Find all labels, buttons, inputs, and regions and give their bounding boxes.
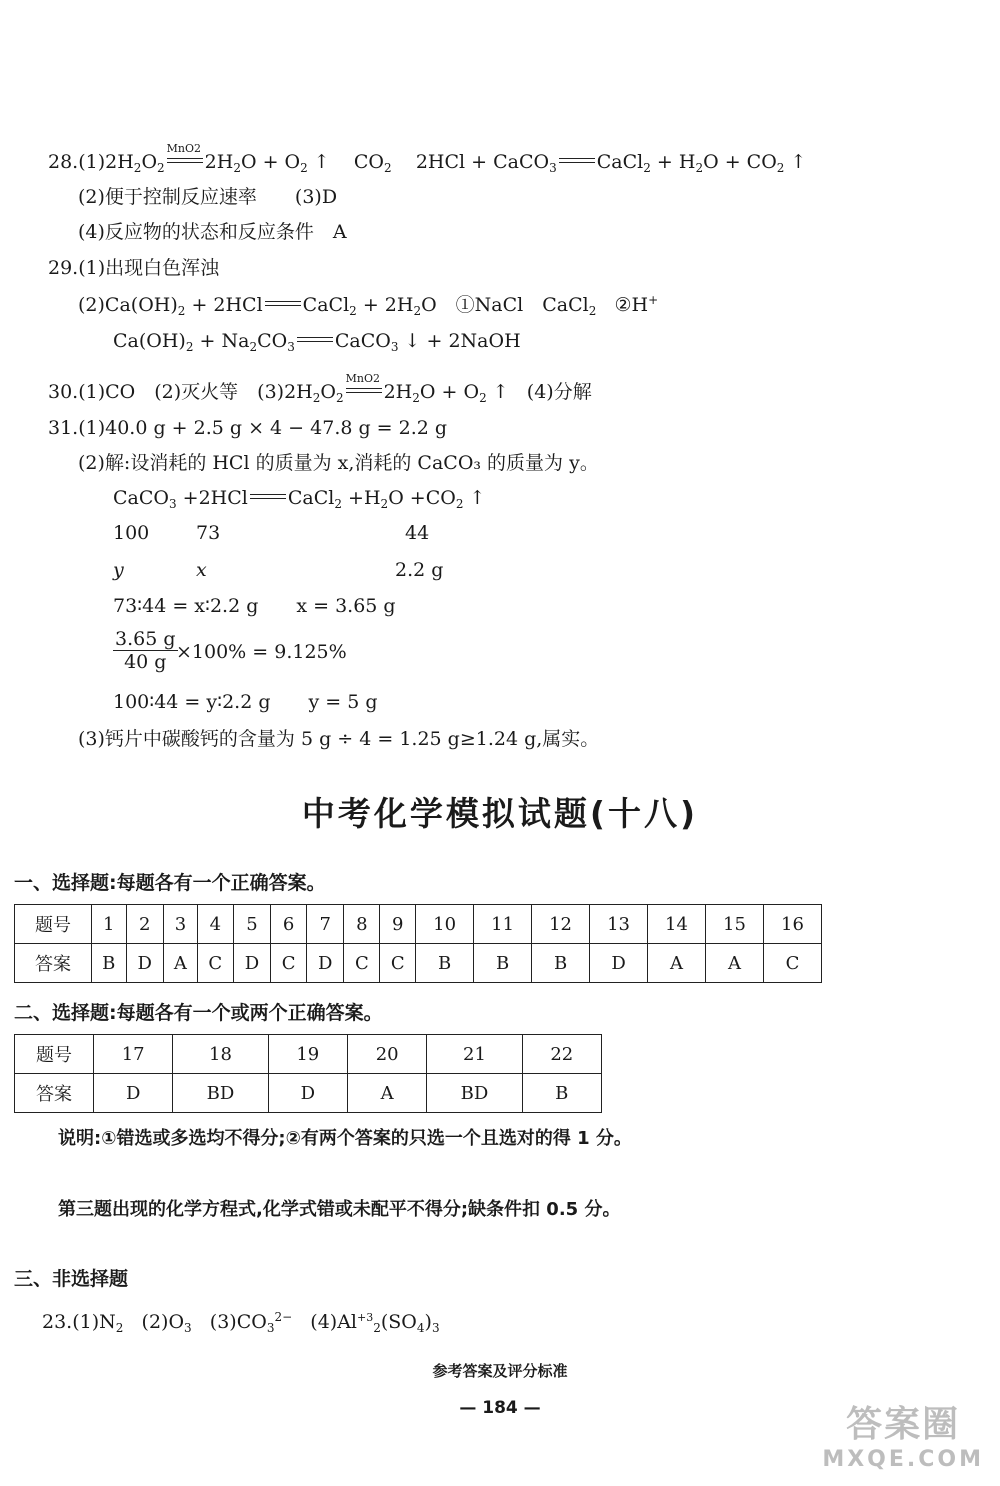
table-cell: 11 xyxy=(474,905,532,944)
page-number: — 184 — xyxy=(459,1398,541,1418)
watermark-logo: 答案圈 MXQE.COM xyxy=(822,1404,984,1472)
scoring-note-2: 第三题出现的化学方程式,化学式错或未配平不得分;缺条件扣 0.5 分。 xyxy=(58,1199,621,1220)
table-cell: 16 xyxy=(763,905,821,944)
q31-line1: 31.(1)40.0 g + 2.5 g × 4 − 47.8 g = 2.2 g xyxy=(48,417,448,439)
reaction-condition: MnO2 xyxy=(166,142,202,155)
q31-equation: CaCO$_3$ +2HCl CaCl$_2$ $+H_2O +CO_2$ ↑ xyxy=(113,487,486,511)
table-cell: A xyxy=(648,944,706,983)
q28-line3: (4)反应物的状态和反应条件 A xyxy=(78,221,347,243)
section3-heading: 三、非选择题 xyxy=(14,1268,129,1290)
table-cell: 10 xyxy=(416,905,474,944)
table-row xyxy=(15,1035,602,1074)
table-cell: BD xyxy=(173,1074,268,1113)
row-label: 题号 xyxy=(15,905,92,944)
table-cell: 18 xyxy=(173,1035,268,1074)
answer-table-1 xyxy=(14,904,822,983)
footer-label: 参考答案及评分标准 xyxy=(432,1362,568,1380)
table-cell: B xyxy=(416,944,474,983)
molar-mass-hcl: 73 xyxy=(196,522,221,544)
scoring-note-1: 说明:①错选或多选均不得分;②有两个答案的只选一个且选对的得 1 分。 xyxy=(58,1128,632,1149)
table-cell: 17 xyxy=(94,1035,173,1074)
table-cell: C xyxy=(380,944,416,983)
table-cell: D xyxy=(126,944,163,983)
page-title: 中考化学模拟试题(十八) xyxy=(301,794,699,833)
table-cell: C xyxy=(344,944,380,983)
table-cell: B xyxy=(92,944,127,983)
table-cell: 21 xyxy=(427,1035,522,1074)
row-label: 答案 xyxy=(15,1074,94,1113)
table-cell: 7 xyxy=(307,905,344,944)
molar-mass-co2: 44 xyxy=(405,522,430,544)
q31-line2: (2)解:设消耗的 HCl 的质量为 x,消耗的 CaCO₃ 的质量为 y。 xyxy=(78,452,599,474)
table-cell: 6 xyxy=(271,905,307,944)
table-cell: D xyxy=(268,1074,347,1113)
table-cell: 15 xyxy=(705,905,763,944)
table-cell: B xyxy=(532,944,590,983)
table-cell: B xyxy=(474,944,532,983)
answer-table-2 xyxy=(14,1034,602,1113)
var-y: y xyxy=(113,559,124,581)
table-cell: A xyxy=(705,944,763,983)
q28-line2: (2)便于控制反应速率 (3)D xyxy=(78,186,338,208)
table-row xyxy=(15,944,822,983)
table-row xyxy=(15,1074,602,1113)
table-cell: D xyxy=(94,1074,173,1113)
table-cell: 22 xyxy=(522,1035,601,1074)
q29-line1: 29.(1)出现白色浑浊 xyxy=(48,257,220,279)
table-cell: A xyxy=(163,944,197,983)
table-cell: BD xyxy=(427,1074,522,1113)
molar-mass-caco3: 100 xyxy=(113,522,150,544)
table-cell: C xyxy=(271,944,307,983)
var-x: x xyxy=(196,559,207,581)
table-row xyxy=(15,905,822,944)
table-cell: 2 xyxy=(126,905,163,944)
section2-heading: 二、选择题:每题各有一个或两个正确答案。 xyxy=(14,1002,383,1024)
q31-line3: (3)钙片中碳酸钙的含量为 5 g ÷ 4 = 1.25 g≥1.24 g,属实。 xyxy=(78,728,600,750)
table-cell: 19 xyxy=(268,1035,347,1074)
q30-line: 30.(1)CO (2)灭火等 $(3)2H_2O_2$ MnO2 $2H_2O + O_2$ ↑ (4)分解 xyxy=(48,372,592,405)
table-cell: D xyxy=(307,944,344,983)
table-cell: C xyxy=(197,944,233,983)
q23-line: $23.(1)N_2$ $(2)O_3$ $(3)CO_3^{2-}$ $(4)Al^{+3}_2(SO_4)_3$ xyxy=(42,1310,440,1335)
q28-line1: $28.(1)2H_2O_2$ MnO2 $2H_2O + O_2$ ↑ $CO_2$ 2HCl + CaCO$_3$ CaCl$_2$ + $H_2O + CO_2$ ↑ xyxy=(48,150,806,174)
section1-heading: 一、选择题:每题各有一个正确答案。 xyxy=(14,872,326,894)
table-cell: B xyxy=(522,1074,601,1113)
table-cell: C xyxy=(763,944,821,983)
ratio-x: 73∶44 = x∶2.2 g x = 3.65 g xyxy=(113,595,396,617)
row-label: 题号 xyxy=(15,1035,94,1074)
percentage: ×100% = 9.125% xyxy=(176,641,347,663)
q29-line2: $(2)Ca(OH)_2 + 2HCl$ CaCl$_2$ + $2H_2O$ ①NaCl CaCl$_2$ ②H+ xyxy=(78,293,659,318)
table-cell: 14 xyxy=(648,905,706,944)
table-cell: 12 xyxy=(532,905,590,944)
table-cell: 1 xyxy=(92,905,127,944)
table-cell: 3 xyxy=(163,905,197,944)
q29-line3: $Ca(OH)_2 + Na_2CO_3$ CaCO$_3$ ↓ + 2NaOH xyxy=(113,330,521,354)
ratio-y: 100∶44 = y∶2.2 g y = 5 g xyxy=(113,691,378,713)
fraction: $\frac{3.65 g}{40 g}$ xyxy=(115,628,176,673)
table-cell: 8 xyxy=(344,905,380,944)
row-label: 答案 xyxy=(15,944,92,983)
table-cell: D xyxy=(590,944,648,983)
table-cell: 20 xyxy=(347,1035,426,1074)
table-cell: 13 xyxy=(590,905,648,944)
table-cell: D xyxy=(233,944,270,983)
table-cell: A xyxy=(347,1074,426,1113)
mass-co2: 2.2 g xyxy=(395,559,444,581)
table-cell: 4 xyxy=(197,905,233,944)
table-cell: 9 xyxy=(380,905,416,944)
table-cell: 5 xyxy=(233,905,270,944)
